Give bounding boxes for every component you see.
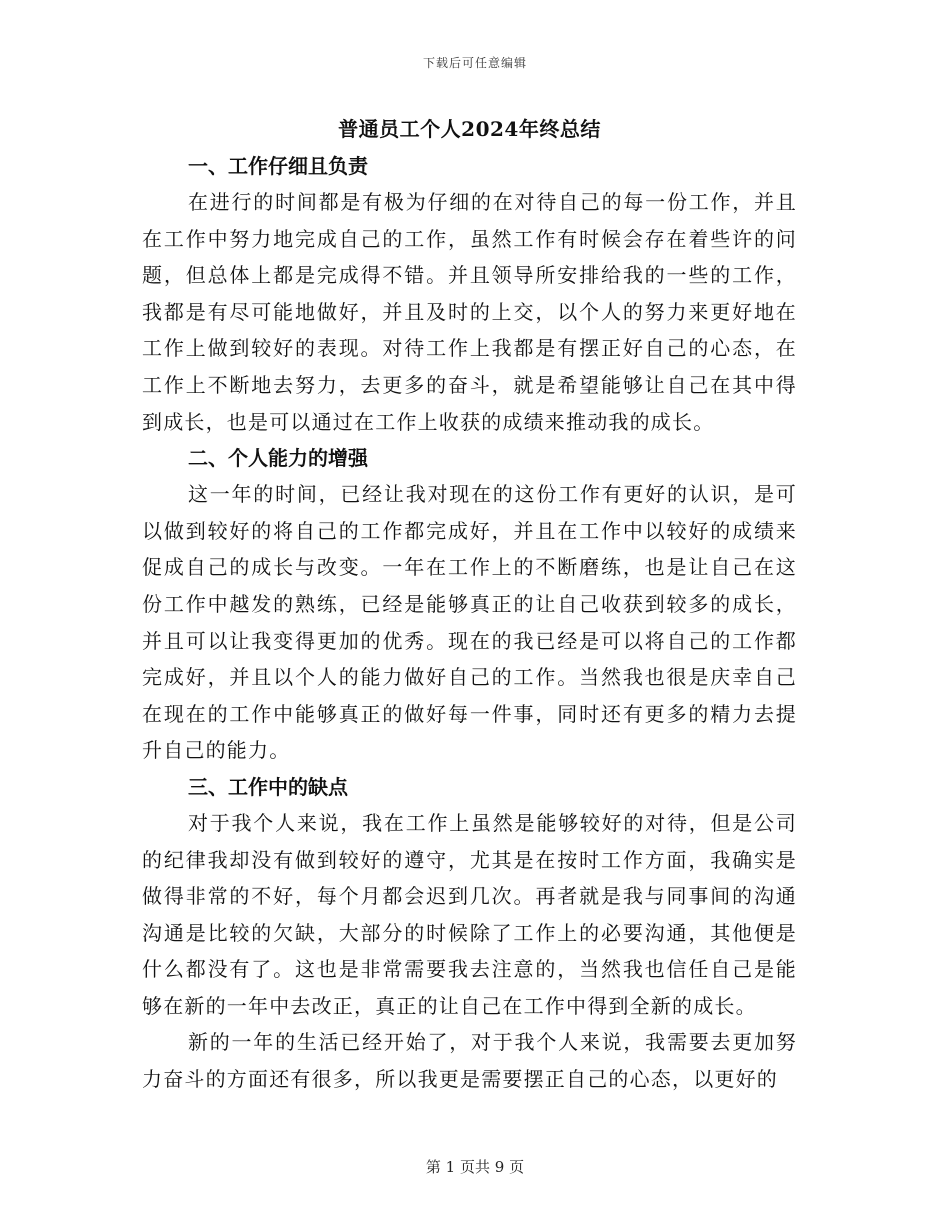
section-heading-1: 一、工作仔细且负责 [188, 154, 368, 178]
document-title: 普通员工个人2024年终总结 [338, 117, 601, 141]
section-paragraph-1: 在进行的时间都是有极为仔细的在对待自己的每一份工作，并且在工作中努力地完成自己的工作，虽然工作有时候会存在着些许的问题，但总体上都是完成得不错。并且领导所安排给我的一些的工作，我都是有尽可能地做好，并且及时的上交，以个人的努力来更好地在工作上做到较好的表现。对待工作上我都是有摆正好自己的心态，在工作上不断地去努力，去更多的奋斗，就是希望能够让自己在其中得到成长，也是可以通过在工作上收获的成绩来推动我的成长。 [142, 190, 797, 434]
document-body [142, 112, 797, 1098]
closing-paragraph: 新的一年的生活已经开始了，对于我个人来说，我需要去更加努力奋斗的方面还有很多，所以我更是需要摆正自己的心态，以更好的 [142, 1030, 797, 1092]
section-heading-2: 二、个人能力的增强 [188, 446, 368, 471]
section-heading-3: 三、工作中的缺点 [188, 774, 348, 799]
page-footer: 第 1 页共 9 页 [425, 1158, 525, 1176]
section-paragraph-3: 对于我个人来说，我在工作上虽然是能够较好的对待，但是公司的纪律我却没有做到较好的遵守，尤其是在按时工作方面，我确实是做得非常的不好，每个月都会迟到几次。再者就是我与同事间的沟通沟通是比较的欠缺，大部分的时候除了工作上的必要沟通，其他便是什么都没有了。这也是非常需要我去注意的，当然我也信任自己是能够在新的一年中去改正，真正的让自己在工作中得到全新的成长。 [142, 810, 797, 1018]
section-paragraph-2: 这一年的时间，已经让我对现在的这份工作有更好的认识，是可以做到较好的将自己的工作都完成好，并且在工作中以较好的成绩来促成自己的成长与改变。一年在工作上的不断磨练，也是让自己在这份工作中越发的熟练，已经是能够真正的让自己收获到较多的成长，并且可以让我变得更加的优秀。现在的我已经是可以将自己的工作都完成好，并且以个人的能力做好自己的工作。当然我也很是庆幸自己在现在的工作中能够真正的做好每一件事，同时还有更多的精力去提升自己的能力。 [142, 482, 797, 763]
header-note: 下载后可任意编辑 [422, 56, 527, 70]
